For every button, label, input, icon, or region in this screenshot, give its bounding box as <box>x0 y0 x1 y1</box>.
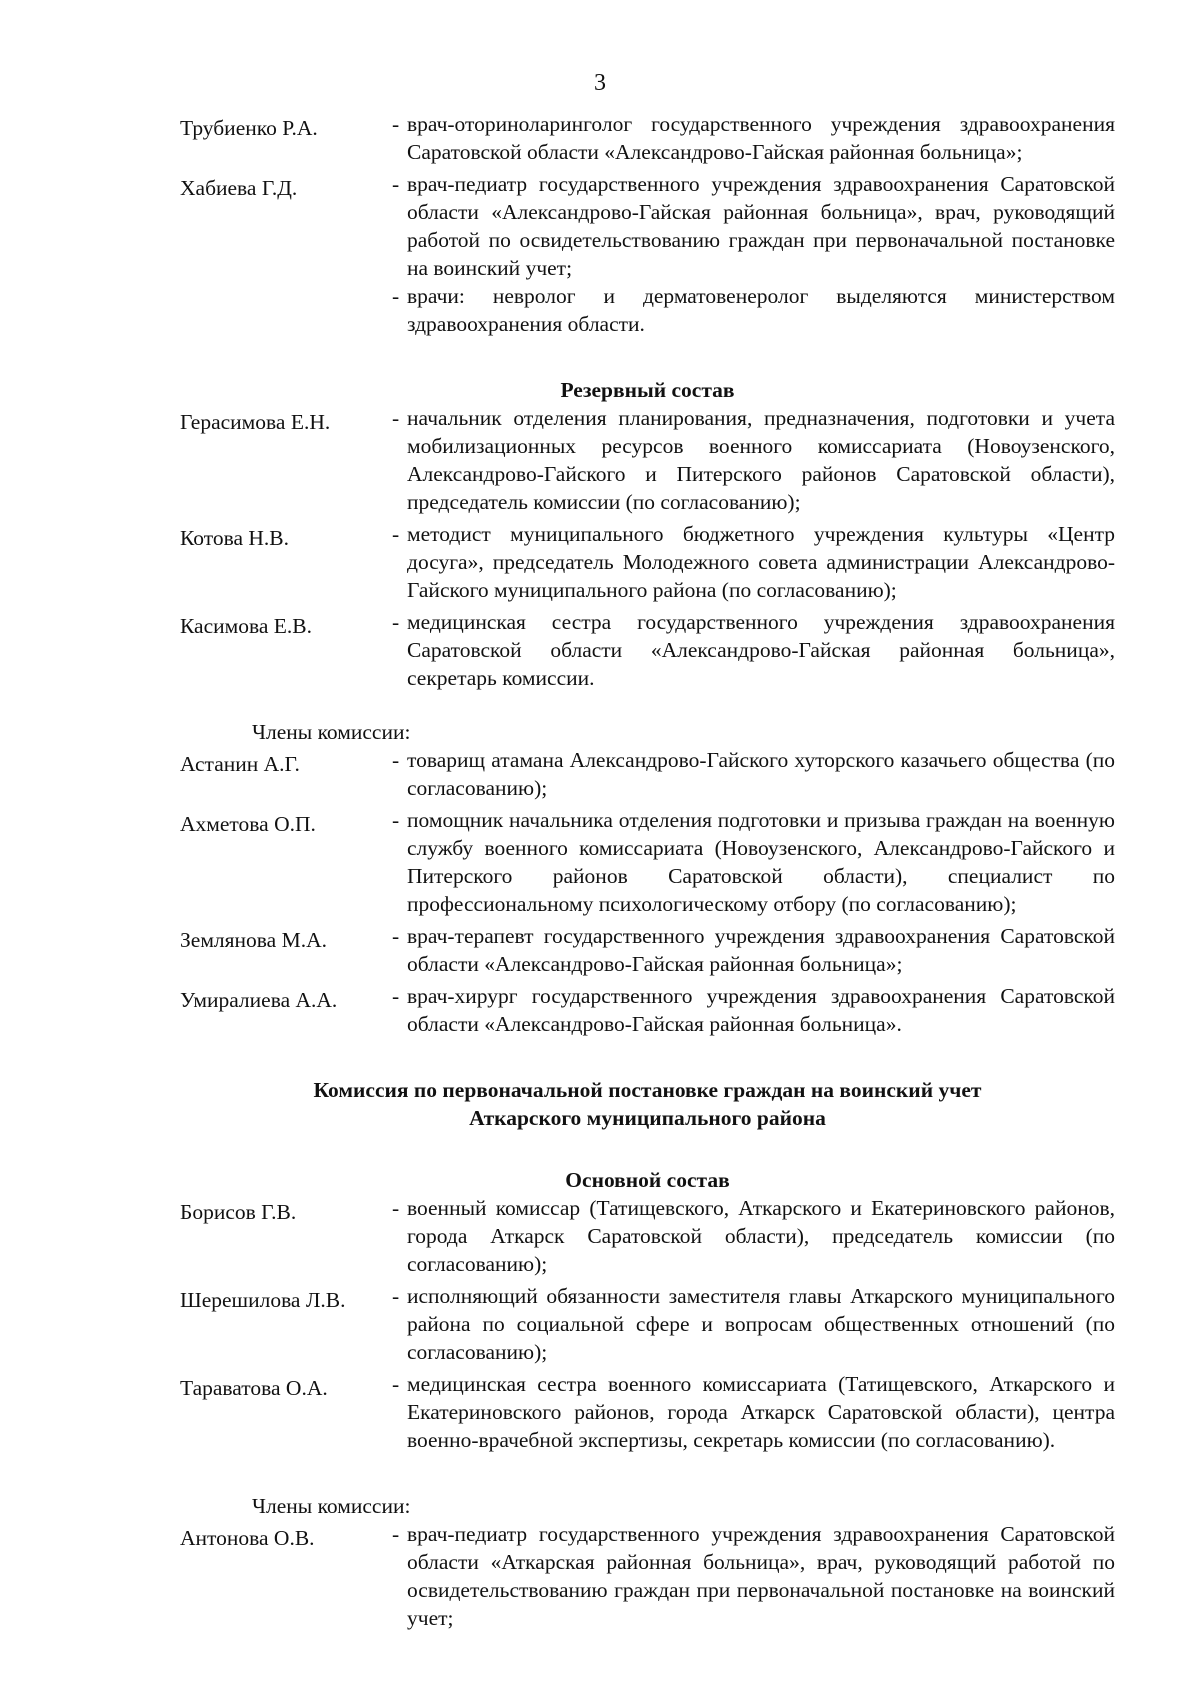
member-duty: - врач-терапевт государственного учреждения здравоохранения Саратовской области «Александрово-Гайская районная больница»; <box>392 922 1115 978</box>
member-name: Котова Н.В. <box>180 526 290 550</box>
member-name: Ахметова О.П. <box>180 812 316 836</box>
member-name: Герасимова Е.Н. <box>180 410 331 434</box>
member-entry <box>180 170 1115 338</box>
reserve-list <box>180 404 1115 692</box>
atkarsk-main-list <box>180 1194 1115 1454</box>
member-entry <box>180 982 1115 1038</box>
member-entry <box>180 1370 1115 1454</box>
member-duty: - военный комиссар (Татищевского, Аткарского и Екатериновского районов, города Аткарск Саратовской области), председатель комиссии (по согласованию); <box>392 1194 1115 1278</box>
member-entry <box>180 404 1115 516</box>
member-entry <box>180 110 1115 166</box>
reserve-heading: Резервный состав <box>560 378 735 402</box>
atkarsk-members-list <box>180 1520 1115 1632</box>
member-name: Борисов Г.В. <box>180 1200 297 1224</box>
member-name: Тараватова О.А. <box>180 1376 328 1400</box>
member-duty: - врачи: невролог и дерматовенеролог выделяются министерством здравоохранения области. <box>392 282 1115 338</box>
member-duty: - медицинская сестра государственного учреждения здравоохранения Саратовской области «Александрово-Гайская районная больница», секретарь комиссии. <box>392 608 1115 692</box>
member-entry <box>180 1520 1115 1632</box>
member-entry <box>180 520 1115 604</box>
member-entry <box>180 608 1115 692</box>
member-name: Трубиенко Р.А. <box>180 116 318 140</box>
main-composition-heading: Основной состав <box>565 1168 730 1192</box>
member-entry <box>180 806 1115 918</box>
member-entry <box>180 922 1115 978</box>
member-duty: - медицинская сестра военного комиссариата (Татищевского, Аткарского и Екатериновского районов, города Аткарск Саратовской области), центра военно-врачебной экспертизы, секретарь комиссии (по согласованию). <box>392 1370 1115 1454</box>
commission-title-line-1: Комиссия по первоначальной постановке граждан на воинский учет <box>313 1078 982 1102</box>
member-name: Касимова Е.В. <box>180 614 313 638</box>
member-name: Шерешилова Л.В. <box>180 1288 346 1312</box>
member-duty: - помощник начальника отделения подготовки и призыва граждан на военную службу военного комиссариата (Новоузенского, Александрово-Гайского и Питерского районов Саратовской области), специалист по профессиональному психологическому отбору (по согласованию); <box>392 806 1115 918</box>
member-name: Астанин А.Г. <box>180 752 300 776</box>
member-duty: - исполняющий обязанности заместителя главы Аткарского муниципального района по социальной сфере и вопросам общественных отношений (по согласованию); <box>392 1282 1115 1366</box>
reserve-members-list <box>180 746 1115 1038</box>
member-name: Хабиева Г.Д. <box>180 176 298 200</box>
commission-title-line-2: Аткарского муниципального района <box>469 1106 826 1130</box>
page-number: 3 <box>594 70 606 96</box>
member-name: Антонова О.В. <box>180 1526 315 1550</box>
member-duty: - начальник отделения планирования, предназначения, подготовки и учета мобилизационных ресурсов военного комиссариата (Новоузенского, Александрово-Гайского и Питерского районов Саратовской области), председатель комиссии (по согласованию); <box>392 404 1115 516</box>
member-name: Умиралиева А.А. <box>180 988 338 1012</box>
members-label: Члены комиссии: <box>252 1494 411 1518</box>
member-duty: - методист муниципального бюджетного учреждения культуры «Центр досуга», председатель Молодежного совета администрации Александрово-Гайского муниципального района (по согласованию); <box>392 520 1115 604</box>
member-name: Землянова М.А. <box>180 928 327 952</box>
members-label: Члены комиссии: <box>252 720 411 744</box>
member-duty: - врач-педиатр государственного учреждения здравоохранения Саратовской области «Александрово-Гайская районная больница», врач, руководящий работой по освидетельствованию граждан при первоначальной постановке на воинский учет; <box>392 170 1115 282</box>
member-entry <box>180 746 1115 802</box>
document-content <box>180 110 1115 1636</box>
member-duty: - врач-оториноларинголог государственного учреждения здравоохранения Саратовской области «Александрово-Гайская районная больница»; <box>392 110 1115 166</box>
member-duty: - товарищ атамана Александрово-Гайского хуторского казачьего общества (по согласованию); <box>392 746 1115 802</box>
block-1 <box>180 110 1115 338</box>
member-entry <box>180 1282 1115 1366</box>
member-entry <box>180 1194 1115 1278</box>
member-duty: - врач-хирург государственного учреждения здравоохранения Саратовской области «Александрово-Гайская районная больница». <box>392 982 1115 1038</box>
member-duty: - врач-педиатр государственного учреждения здравоохранения Саратовской области «Аткарская районная больница», врач, руководящий работой по освидетельствованию граждан при первоначальной постановке на воинский учет; <box>392 1520 1115 1632</box>
